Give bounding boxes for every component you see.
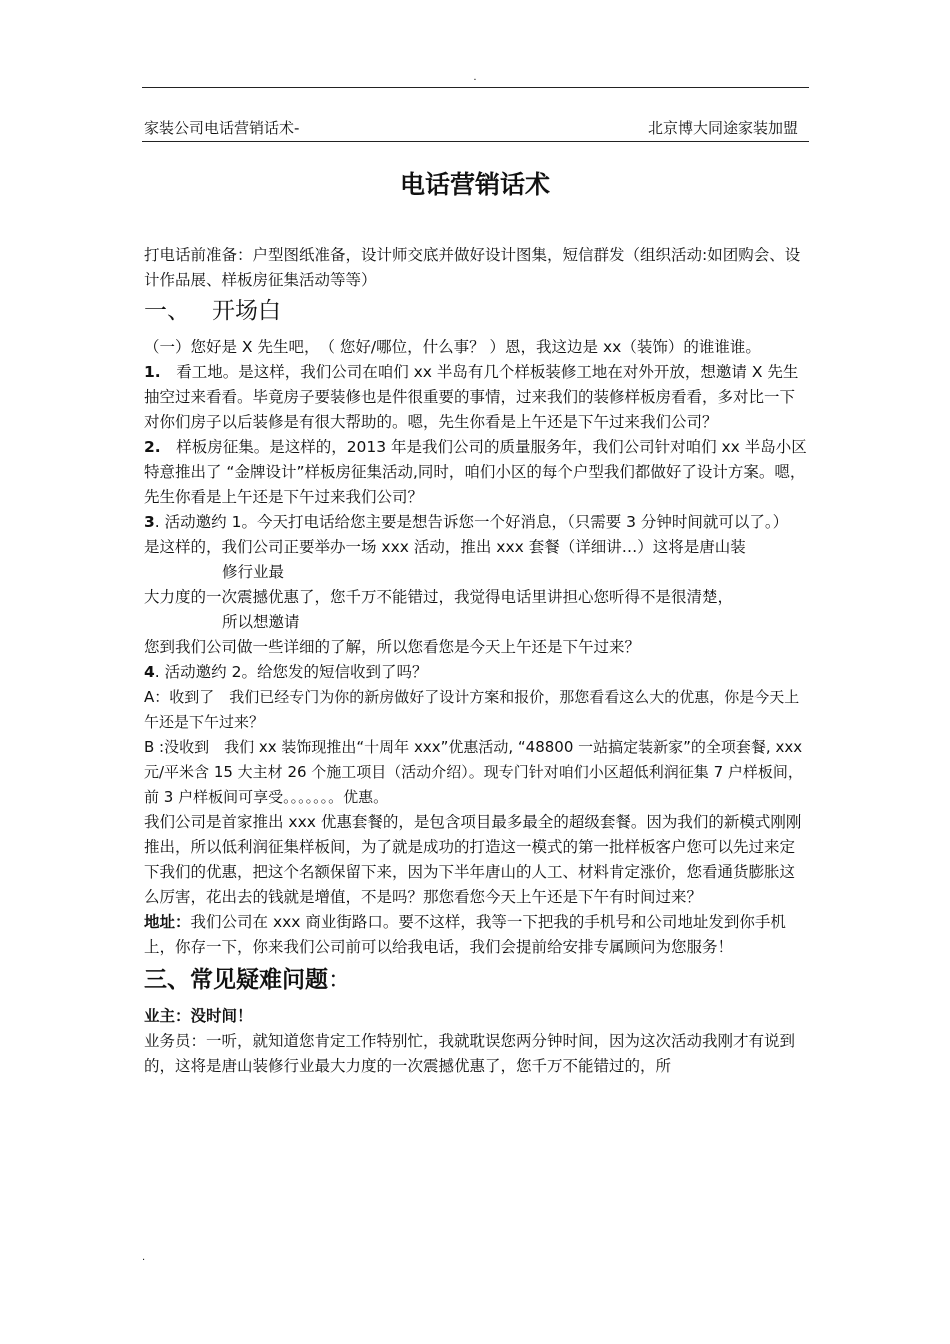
item-3-line-1-cont: 修行业最: [222, 563, 285, 581]
staff-paragraph: 业务员：一听，就知道您肯定工作特别忙，我就耽误您两分钟时间，因为这次活动我刚才有说到的，这将是唐山装修行业最大力度的一次震撼优惠了，您千万不能错过的，所: [144, 1032, 796, 1075]
document-body: [144, 243, 808, 1079]
item-2-paragraph: [144, 435, 808, 510]
item-1-paragraph: [144, 360, 808, 435]
prep-paragraph: 打电话前准备：户型图纸准备，设计师交底并做好设计图集，短信群发（组织活动:如团购会、设计作品展、样板房征集活动等等）: [144, 246, 801, 289]
answer-a-paragraph: A：收到了 我们已经专门为你的新房做好了设计方案和报价，那您看看这么大的优惠，你是今天上午还是下午过来？: [144, 688, 800, 731]
header-bottom-rule: [142, 141, 809, 142]
address-paragraph: [144, 910, 808, 960]
item-4-text: . 活动邀约 2。给您发的短信收到了吗？: [154, 663, 428, 681]
company-paragraph: 我们公司是首家推出 xxx 优惠套餐的，是包含项目最多最全的超级套餐。因为我们的新模式刚刚推出，所以低利润征集样板间，为了就是成功的打造这一模式的第一批样板客户您可以先过来定下我们的优惠，把这个名额保留下来，因为下半年唐山的人工、材料肯定涨价，您看通货膨胀这么厉害，花出去的钱就是增值，不是吗？那您看您今天上午还是下午有时间过来？: [144, 813, 802, 906]
section-number: 一、: [144, 298, 190, 324]
bottom-page-mark: .: [142, 1252, 146, 1263]
item-3-number: 3: [144, 513, 155, 531]
opening-paragraph: （一）您好是 X 先生吧， （ 您好/哪位，什么事？ ）恩，我这边是 xx（装饰）的谁谁谁。: [144, 338, 761, 356]
item-3-line-2-cont: 所以想邀请: [222, 613, 300, 631]
header-left-text: 家装公司电话营销话术-: [144, 119, 300, 137]
document-title: 电话营销话术: [399, 170, 550, 199]
item-4-paragraph: [144, 660, 808, 685]
answer-b-paragraph: B :没收到 我们 xx 装饰现推出“十周年 xxx”优惠活动, “48800 一站搞定装新家”的全项套餐, xxx 元/平米含 15 大主材 26 个施工项目（活动介绍）。现专门针对咱们小区超低利润征集 7 户样板间，前 3 户样板间可享受。。。。。。。优惠。: [144, 738, 803, 806]
owner-text: 业主：没时间！: [144, 1007, 253, 1025]
item-3-line-1: 是这样的，我们公司正要举办一场 xxx 活动，推出 xxx 套餐（详细讲…）这将是唐山装: [144, 538, 746, 556]
item-2-text: 样板房征集。是这样的，2013 年是我们公司的质量服务年，我们公司针对咱们 xx 半岛小区特意推出了 “金牌设计”样板房征集活动,同时，咱们小区的每个户型我们都做好了设计方案。嗯，先生你看是上午还是下午过来我们公司？: [144, 438, 807, 506]
item-1-number: 1.: [144, 363, 161, 381]
item-4-number: 4: [144, 663, 155, 681]
item-3-line-2: 大力度的一次震撼优惠了，您千万不能错过，我觉得电话里讲担心您听得不是很清楚，: [144, 588, 734, 606]
address-text: 我们公司在 xxx 商业街路口。要不这样，我等一下把我的手机号和公司地址发到你手机上，你存一下，你来我们公司前可以给我电话，我们会提前给安排专属顾问为您服务！: [144, 913, 786, 956]
header-top-rule: [142, 87, 809, 88]
faq-colon: ：: [328, 967, 351, 993]
section-heading-opening: [144, 293, 808, 329]
item-1-text: 看工地。是这样，我们公司在咱们 xx 半岛有几个样板装修工地在对外开放，想邀请 X 先生抽空过来看看。毕竟房子要装修也是件很重要的事情，过来我们的装修样板房看看，多对比一下 对你们房子以后装修是有很大帮助的。嗯，先生你看是上午还是下午过来我们公司？: [144, 363, 799, 431]
address-label: 地址：: [144, 913, 191, 931]
header-right-text: 北京博大同途家装加盟: [647, 119, 798, 137]
item-3-paragraph: [144, 510, 808, 535]
top-page-mark: .: [473, 72, 477, 83]
item-2-number: 2.: [144, 438, 161, 456]
owner-line: [144, 1004, 808, 1029]
section-heading-faq: [144, 962, 808, 998]
faq-title: 三、常见疑难问题: [144, 967, 328, 993]
item-3-line-3: 您到我们公司做一些详细的了解，所以您看您是今天上午还是下午过来？: [144, 638, 641, 656]
item-3-text: . 活动邀约 1。今天打电话给您主要是想告诉您一个好消息，（只需要 3 分钟时间就可以了。）: [154, 513, 789, 531]
section-title: 开场白: [212, 298, 281, 324]
